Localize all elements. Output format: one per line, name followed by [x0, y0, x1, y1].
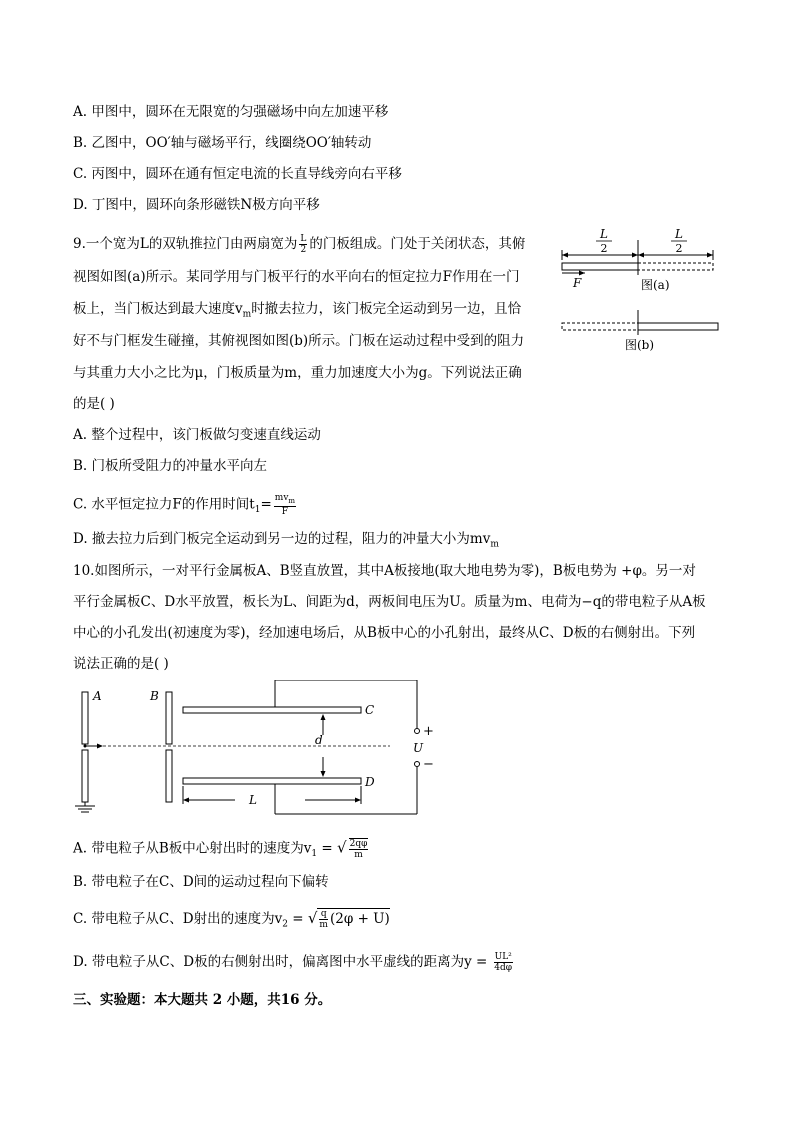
q8-option-a: A. 甲图中，圆环在无限宽的匀强磁场中向左加速平移 [73, 104, 389, 120]
plate-D-label: D [365, 775, 375, 789]
door-figure [555, 225, 725, 355]
q9-option-d: D. 撤去拉力后到门板完全运动到另一边的过程，阻力的冲量大小为$mv_m$ [73, 531, 499, 550]
terminal-minus: − [423, 757, 434, 772]
q9-option-b: B. 门板所受阻力的冲量水平向左 [73, 458, 268, 474]
gap-d-label: d [315, 733, 323, 747]
fig-a-label-2-2: 2 [675, 242, 683, 255]
plate-C-label: C [365, 703, 375, 717]
q10-option-b: B. 带电粒子在C、D间的运动过程向下偏转 [73, 874, 329, 890]
q9-option-a: A. 整个过程中，该门板做匀变速直线运动 [73, 427, 321, 443]
q9-option-c: C. 水平恒定拉力F的作用时间$t_1=$ $\frac{mv_m}{F}$ [73, 493, 296, 517]
q9-stem-line6: 的是( ) [73, 396, 115, 412]
q9-stem-line4: 好不与门框发生碰撞，其俯视图如图(b)所示。门板在运动过程中受到的阻力 [73, 333, 525, 349]
q10-stem-line4: 说法正确的是( ) [73, 656, 169, 672]
fig-a-label-L2: L [675, 227, 683, 241]
q9-stem-line5: 与其重力大小之比为μ，门板质量为m，重力加速度大小为g。下列说法正确 [73, 365, 522, 381]
length-L-label: L [249, 793, 257, 807]
q10-option-c: C. 带电粒子从C、D射出的速度为$v_2$ = √ $\frac{q}{m}$ (2φ + U) [73, 909, 390, 930]
q10-option-d: D. 带电粒子从C、D板的右侧射出时，偏离图中水平虚线的距离为y = $\frac{\text{UL²}}{4d\varphi}$ [73, 952, 513, 973]
force-label: F [573, 276, 582, 290]
q10-option-a: A. 带电粒子从B板中心射出时的速度为$v_1$ = √ $\frac{2q\varphi}{m}$ [73, 838, 368, 860]
capacitor-figure [65, 680, 445, 820]
q8-option-c: C. 丙图中，圆环在通有恒定电流的长直导线旁向右平移 [73, 166, 402, 182]
q10-stem-line2: 平行金属板C、D水平放置，板长为L、间距为d，两板间电压为U。质量为m、电荷为−q的带电粒子从A板 [73, 594, 706, 610]
q8-option-b: B. 乙图中，OO′轴与磁场平行，线圈绕OO′轴转动 [73, 135, 372, 151]
fig-a-label-2-1: 2 [600, 242, 608, 255]
q8-option-d: D. 丁图中，圆环向条形磁铁N极方向平移 [73, 197, 320, 213]
half-fraction: $\frac{L}{2}$ [300, 234, 307, 255]
fig-b-caption: 图(b) [625, 338, 655, 352]
q9-stem-line2: 视图如图(a)所示。某同学用与门板平行的水平向右的恒定拉力F作用在一门 [73, 269, 520, 285]
q9-stem-line1: 9.一个宽为L的双轨推拉门由两扇宽为 $\frac{L}{2}$ 的门板组成。门处于关闭状态，其俯 [73, 234, 526, 255]
plate-A-label: A [93, 689, 102, 703]
fig-a-caption: 图(a) [641, 278, 670, 292]
fig-a-label-L1: L [600, 227, 608, 241]
q9-stem-line3: 板上，当门板达到最大速度$v_m$时撤去拉力，该门板完全运动到另一边，且恰 [73, 301, 522, 320]
section-heading: 三、实验题：本大题共 2 小题，共16 分。 [73, 992, 332, 1008]
voltage-U-label: U [413, 741, 424, 755]
plate-B-label: B [150, 689, 159, 703]
terminal-plus: + [423, 724, 434, 739]
q10-stem-line3: 中心的小孔发出(初速度为零)，经加速电场后，从B板中心的小孔射出，最终从C、D板的右侧射出。下列 [73, 625, 696, 641]
q10-stem-line1: 10.如图所示，一对平行金属板A、B竖直放置，其中A板接地(取大地电势为零)，B板电势为 +φ。另一对 [73, 563, 696, 579]
